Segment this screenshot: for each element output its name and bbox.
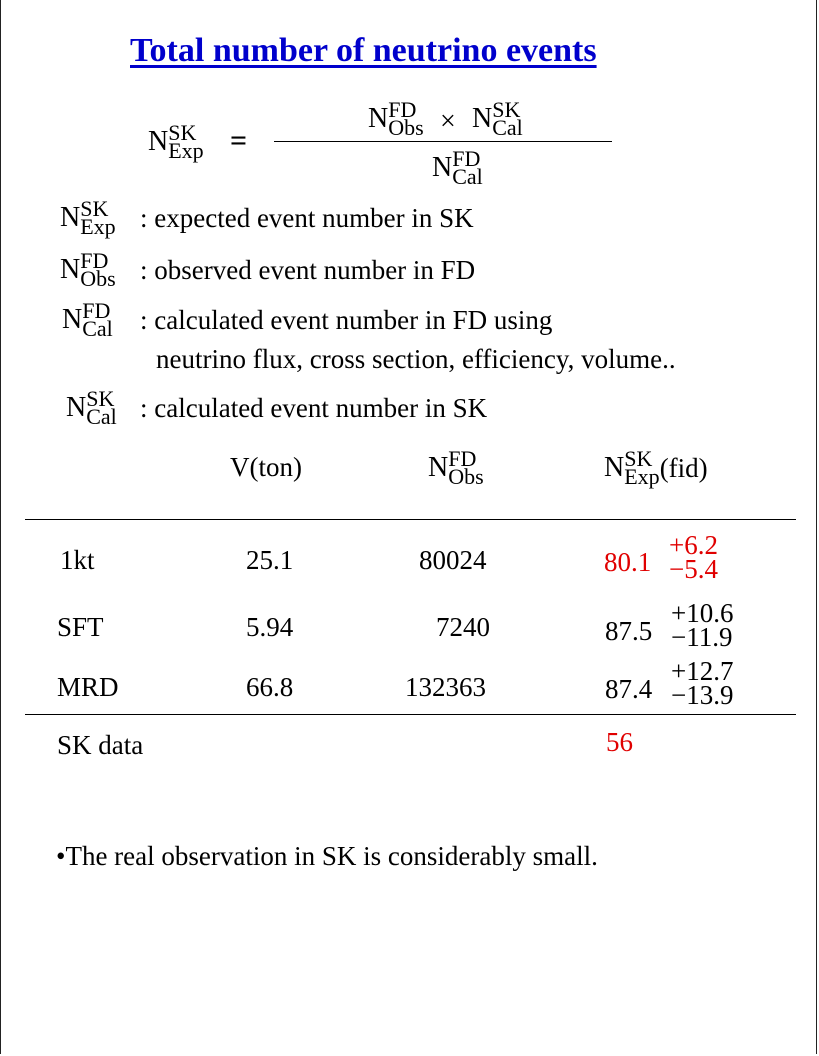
row-1kt-error: +6.2 −5.4 (669, 530, 718, 584)
row-mrd-name: MRD (57, 672, 119, 702)
formula-lhs: N SK Exp (148, 120, 204, 163)
table-bottom-rule (25, 714, 796, 715)
def-symbol-n-cal-fd: N FD Cal (62, 298, 113, 341)
def-text-calculated-sk: : calculated event number in SK (140, 393, 488, 423)
bullet-conclusion: •The real observation in SK is considerably small. (56, 841, 598, 871)
row-sk-data-value: 56 (606, 727, 633, 757)
row-mrd-exp: 87.4 (605, 674, 653, 704)
formula-equals: = (230, 124, 248, 157)
row-sft-exp: 87.5 (605, 616, 653, 646)
def-symbol-n-obs-fd: N FD Obs (60, 248, 116, 291)
def-text-observed: : observed event number in FD (140, 255, 476, 285)
row-sk-data-name: SK data (57, 730, 144, 760)
def-text-expected: : expected event number in SK (140, 203, 474, 233)
row-1kt-exp: 80.1 (604, 547, 652, 577)
def-text-calculated-fd: : calculated event number in FD using (140, 305, 553, 335)
row-1kt-volume: 25.1 (246, 545, 294, 575)
row-mrd-error: +12.7 −13.9 (671, 656, 734, 710)
row-1kt-obs: 80024 (419, 545, 487, 575)
def-symbol-n-exp-sk: N SK Exp (60, 196, 116, 239)
row-sft-name: SFT (57, 612, 104, 642)
table-top-rule (25, 519, 796, 520)
def-symbol-n-cal-sk: N SK Cal (66, 386, 117, 429)
row-sft-obs: 7240 (436, 612, 490, 642)
formula-times: × (440, 106, 456, 137)
row-mrd-volume: 66.8 (246, 672, 294, 702)
formula-denominator: N FD Cal (432, 146, 483, 189)
col-header-exp: N SK Exp (fid) (604, 446, 708, 489)
slide-title: Total number of neutrino events (130, 32, 597, 69)
row-mrd-obs: 132363 (405, 672, 486, 702)
row-sft-error: +10.6 −11.9 (671, 598, 734, 652)
formula-numerator-b: N SK Cal (472, 97, 523, 140)
def-text-calculated-fd-cont: neutrino flux, cross section, efficiency, volume.. (156, 344, 676, 374)
fraction-line (274, 141, 612, 142)
row-1kt-name: 1kt (60, 545, 95, 575)
col-header-volume: V(ton) (230, 452, 302, 482)
row-sft-volume: 5.94 (246, 612, 294, 642)
formula-numerator-a: N FD Obs (368, 97, 424, 140)
col-header-obs: N FD Obs (428, 446, 484, 489)
